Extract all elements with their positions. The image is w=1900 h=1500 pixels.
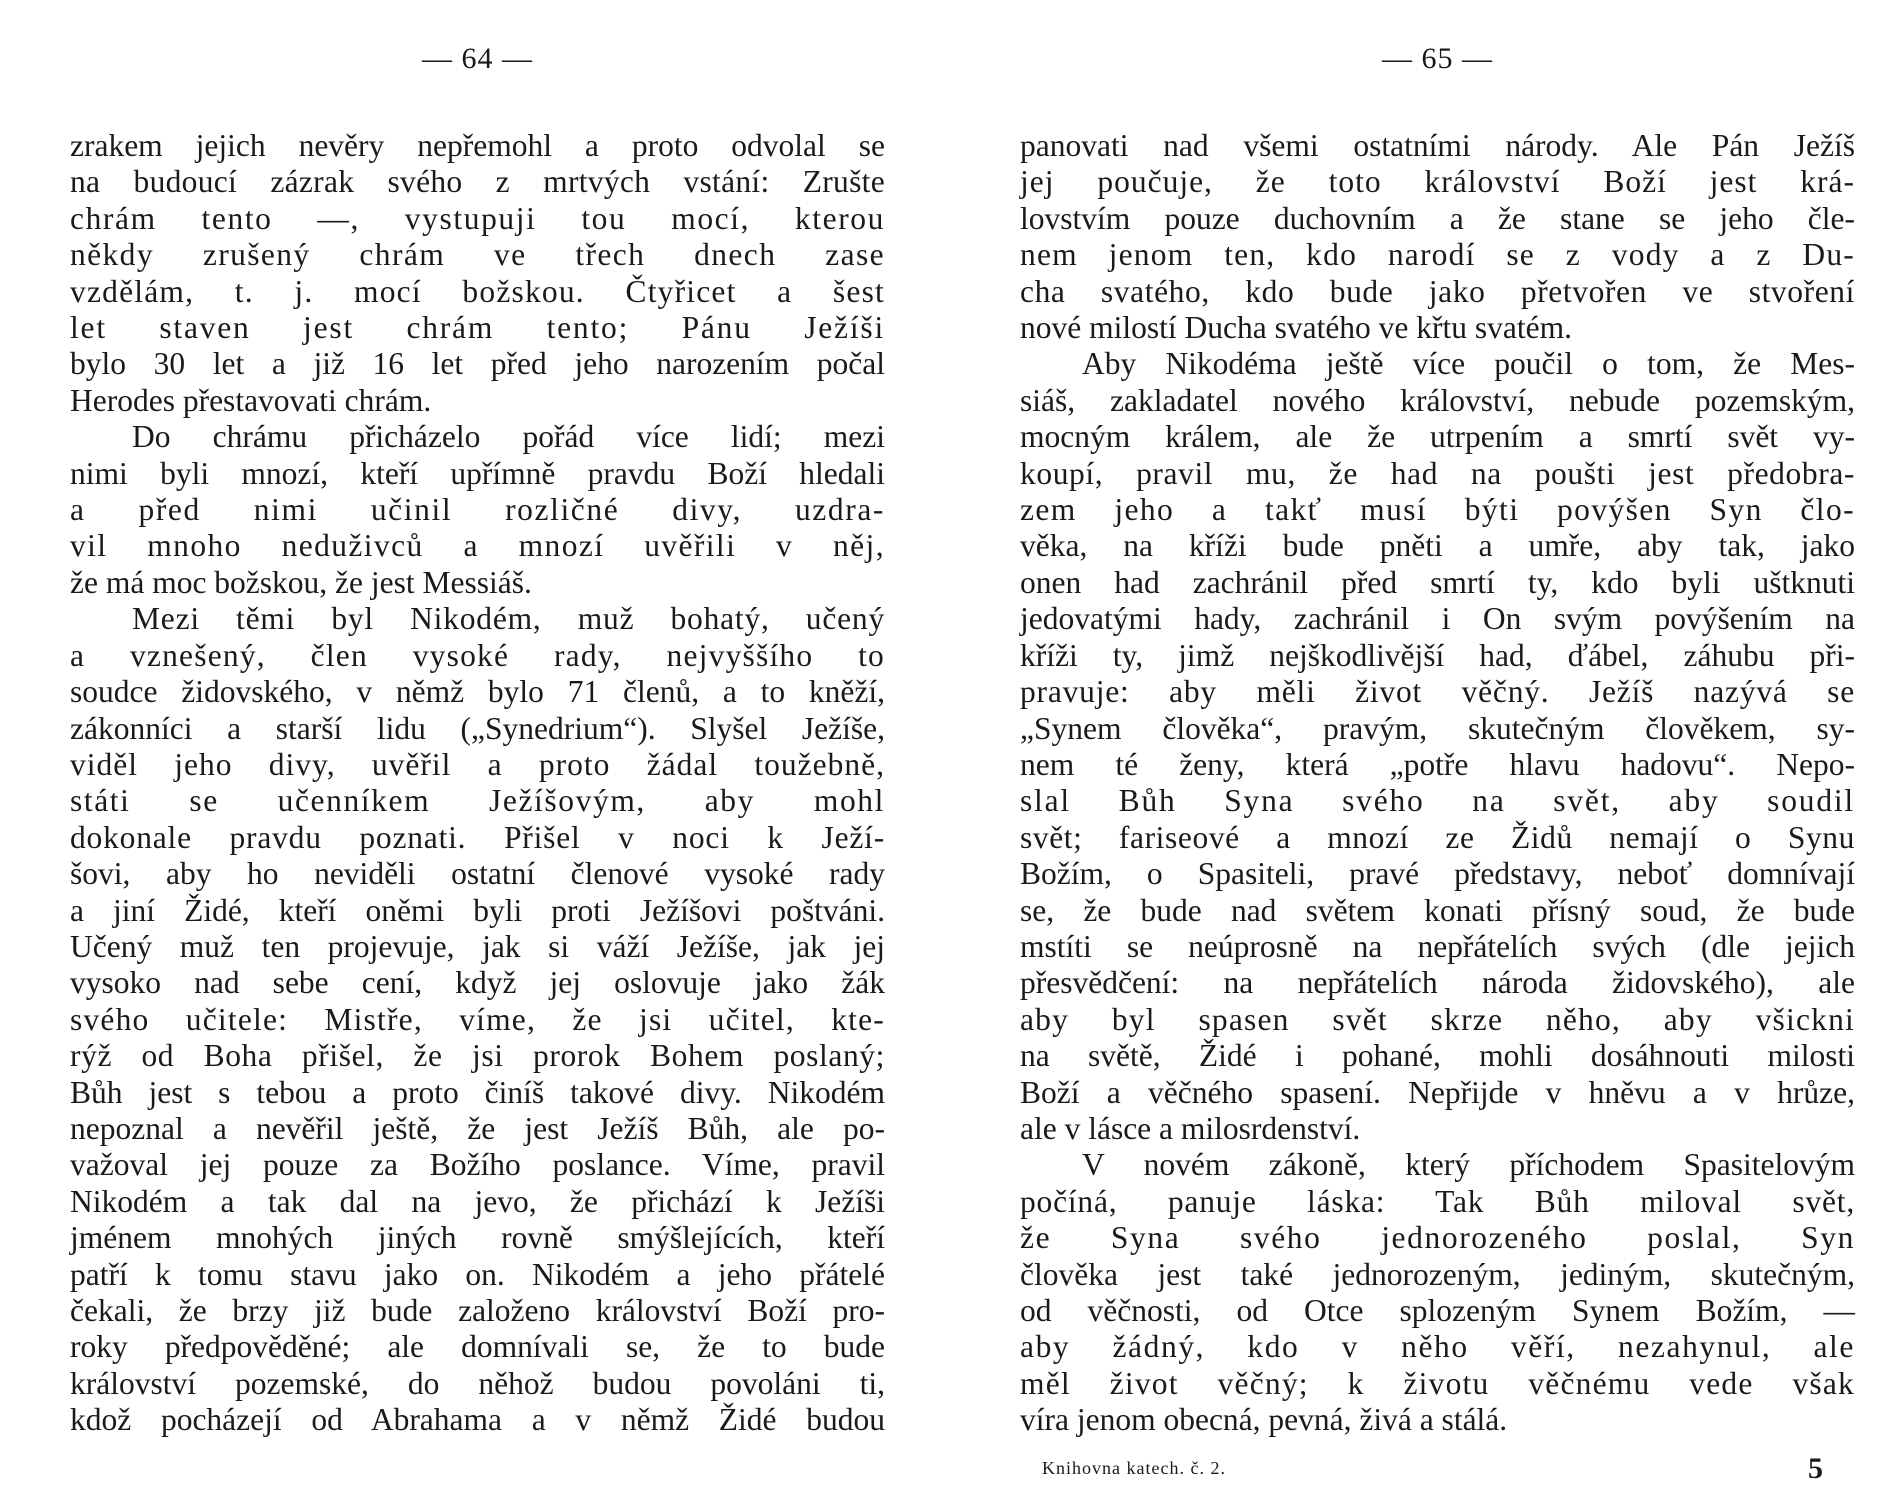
text-line: státi se učenníkem Ježíšovým, aby mohl [70, 783, 885, 819]
text-line: soudce židovského, v němž bylo 71 členů, a to kněží, [70, 674, 885, 710]
page-footer [1020, 1452, 1855, 1492]
text-line: svět; fariseové a mnozí ze Židů nemají o Synu [1020, 819, 1855, 855]
left-page [70, 0, 885, 1500]
text-line: V novém zákoně, který příchodem Spasitelovým [1082, 1147, 1855, 1183]
text-line: kdož pocházejí od Abrahama a v němž Židé budou [70, 1402, 885, 1438]
text-line: člověka jest také jednorozeným, jediným, skutečným, [1020, 1256, 1855, 1292]
text-line: rýž od Boha přišel, že jsi prorok Bohem poslaný; [70, 1038, 885, 1074]
text-line: přesvědčení: na nepřátelích národa židovského), ale [1020, 965, 1855, 1001]
text-line: Aby Nikodéma ještě více poučil o tom, že Mes- [1082, 346, 1855, 382]
text-line: se, že bude nad světem konati přísný soud, že bude [1020, 892, 1855, 928]
text-line: cha svatého, kdo bude jako přetvořen ve stvoření [1020, 273, 1855, 309]
text-line: měl život věčný; k životu věčnému vede však [1020, 1365, 1855, 1401]
text-line: a vznešený, člen vysoké rady, nejvyššího to [70, 637, 885, 673]
text-line: mocným králem, ale že utrpením a smrtí svět vy- [1020, 419, 1855, 455]
text-line: dokonale pravdu poznati. Přišel v noci k Ježí- [70, 819, 885, 855]
text-line: pravuje: aby měli život věčný. Ježíš nazývá se [1020, 674, 1855, 710]
text-line: zákonníci a starší lidu („Synedrium“). Slyšel Ježíše, [70, 710, 885, 746]
right-page-text [1020, 128, 1855, 1439]
text-line: Bůh jest s tebou a proto činíš takové divy. Nikodém [70, 1074, 885, 1110]
text-line: važoval jej pouze za Božího poslance. Víme, pravil [70, 1147, 885, 1183]
page-number: — 64 — [422, 42, 533, 75]
text-line: panovati nad všemi ostatními národy. Ale Pán Ježíš [1020, 128, 1855, 163]
text-line: čekali, že brzy již bude založeno království Boží pro- [70, 1293, 885, 1328]
text-line: od věčnosti, od Otce splozeným Synem Božím, — [1020, 1293, 1855, 1328]
text-line: siáš, zakladatel nového království, nebude pozemským, [1020, 382, 1855, 418]
text-line: let staven jest chrám tento; Pánu Ježíši [70, 310, 885, 346]
text-line: nové milostí Ducha svatého ve křtu svatém. [1020, 310, 1573, 346]
text-line: Do chrámu přicházelo pořád více lidí; mezi [132, 419, 885, 455]
text-line: Učený muž ten projevuje, jak si váží Ježíše, jak jej [70, 928, 885, 964]
text-line: a jiní Židé, kteří oněmi byli proti Ježíšovi poštváni. [70, 892, 885, 928]
text-line: jménem mnohých jiných rovně smýšlejících, kteří [70, 1220, 885, 1256]
text-line: lovstvím pouze duchovním a že stane se jeho čle- [1020, 200, 1855, 236]
text-line: nem jenom ten, kdo narodí se z vody a z Du- [1020, 237, 1855, 273]
text-line: nimi byli mnozí, kteří upřímně pravdu Boží hledali [70, 455, 885, 491]
text-line: roky předpověděné; ale domnívali se, že to bude [70, 1329, 885, 1365]
text-line: že má moc božskou, že jest Messiáš. [70, 564, 532, 600]
text-line: a před nimi učinil rozličné divy, uzdra- [70, 492, 885, 528]
text-line: někdy zrušený chrám ve třech dnech zase [70, 237, 885, 273]
text-line: koupí, pravil mu, že had na poušti jest předobra- [1020, 455, 1855, 491]
text-line: Mezi těmi byl Nikodém, muž bohatý, učený [132, 601, 885, 637]
text-line: viděl jeho divy, uvěřil a proto žádal toužebně, [70, 746, 885, 782]
signature-number: 5 [1808, 1452, 1823, 1485]
text-line: aby byl spasen svět skrze něho, aby všickni [1020, 1001, 1855, 1037]
text-line: patří k tomu stavu jako on. Nikodém a jeho přátelé [70, 1256, 885, 1292]
text-line: vysoko nad sebe cení, když jej oslovuje jako žák [70, 965, 885, 1001]
text-line: Božím, o Spasiteli, pravé představy, neboť domnívají [1020, 856, 1855, 892]
left-page-text [70, 128, 885, 1439]
text-line: mstíti se neúprosně na nepřátelích svých (dle jejich [1020, 928, 1855, 964]
text-line: nem té ženy, která „potře hlavu hadovu“. Nepo- [1020, 746, 1855, 782]
text-line: zrakem jejich nevěry nepřemohl a proto odvolal se [70, 128, 885, 163]
text-line: na světě, Židé i pohané, mohli dosáhnouti milosti [1020, 1038, 1855, 1074]
text-line: nepoznal a nevěřil ještě, že jest Ježíš Bůh, ale po- [70, 1110, 885, 1146]
text-line: jedovatými hady, zachránil i On svým povýšením na [1020, 601, 1855, 637]
text-line: bylo 30 let a již 16 let před jeho narozením počal [70, 346, 885, 382]
text-line: vzdělám, t. j. mocí božskou. Čtyřicet a šest [70, 273, 885, 309]
text-line: šovi, aby ho neviděli ostatní členové vysoké rady [70, 856, 885, 892]
text-line: počíná, panuje láska: Tak Bůh miloval svět, [1020, 1183, 1855, 1219]
text-line: víra jenom obecná, pevná, živá a stálá. [1020, 1402, 1508, 1438]
text-line: Nikodém a tak dal na jevo, že přichází k Ježíši [70, 1183, 885, 1219]
text-line: vil mnoho neduživců a mnozí uvěřili v něj, [70, 528, 885, 564]
text-line: království pozemské, do něhož budou povoláni ti, [70, 1365, 885, 1401]
text-line: jej poučuje, že toto království Boží jest krá- [1020, 164, 1855, 200]
text-line: aby žádný, kdo v něho věří, nezahynul, ale [1020, 1329, 1855, 1365]
text-line: že Syna svého jednorozeného poslal, Syn [1020, 1220, 1855, 1256]
printer-signature: Knihovna katech. č. 2. [1042, 1458, 1226, 1478]
text-line: Boží a věčného spasení. Nepřijde v hněvu a v hrůze, [1020, 1074, 1855, 1110]
text-line: chrám tento —, vystupuji tou mocí, kterou [70, 200, 885, 236]
text-line: ale v lásce a milosrdenství. [1020, 1110, 1361, 1146]
page-number: — 65 — [1382, 42, 1493, 75]
text-line: „Synem člověka“, pravým, skutečným člověkem, sy- [1020, 710, 1855, 746]
text-line: zem jeho a takť musí býti povýšen Syn člo- [1020, 492, 1855, 528]
text-line: onen had zachránil před smrtí ty, kdo byli uštknuti [1020, 564, 1855, 600]
text-line: kříži ty, jimž nejškodlivější had, ďábel, záhubu při- [1020, 637, 1855, 673]
text-line: Herodes přestavovati chrám. [70, 382, 432, 418]
text-line: svého učitele: Mistře, víme, že jsi učitel, kte- [70, 1001, 885, 1037]
text-line: slal Bůh Syna svého na svět, aby soudil [1020, 783, 1855, 819]
text-line: věka, na kříži bude pněti a umře, aby tak, jako [1020, 528, 1855, 564]
right-page [1020, 0, 1855, 1500]
text-line: na budoucí zázrak svého z mrtvých vstání: Zrušte [70, 164, 885, 200]
